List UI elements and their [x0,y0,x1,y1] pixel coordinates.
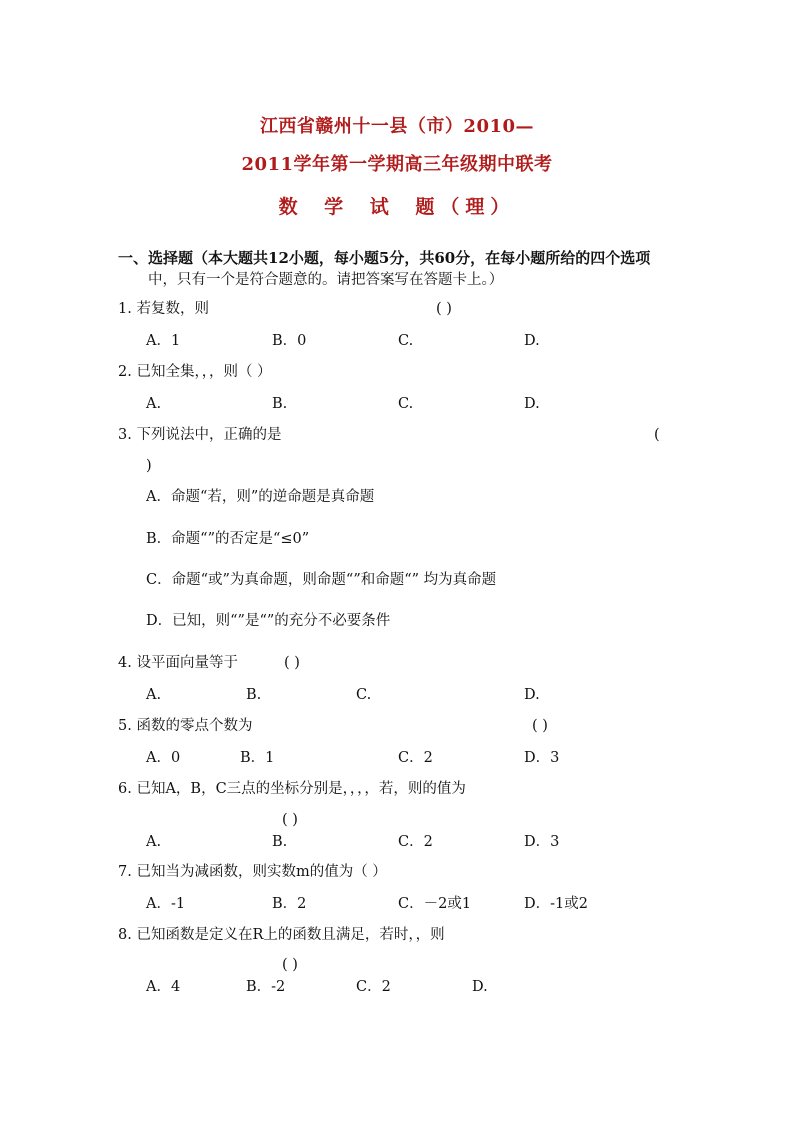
answer-paren-open: ( [654,427,660,443]
exam-subject-title: 数 学 试 题（理） [278,196,516,218]
answer-paren-close: ) [146,458,152,474]
option-d: D．-1或2 [524,896,588,912]
option-a: A．4 [146,979,181,995]
option-b: B．2 [272,896,307,912]
question-stem: 5. 函数的零点个数为 [118,718,253,734]
option-c: C．命题“或”为真命题，则命题“”和命题“” 均为真命题 [146,572,497,588]
option-a: A. [146,687,162,703]
option-b: B．1 [240,750,275,766]
option-c: C．2 [398,750,433,766]
option-d: D. [524,396,540,412]
option-d: D．3 [524,834,560,850]
option-b: B．0 [272,333,307,349]
option-c: C．－2或1 [398,896,472,912]
section-heading-cont: 中，只有一个是符合题意的。请把答案写在答题卡上。） [148,272,504,288]
option-a: A．命题“若，则”的逆命题是真命题 [146,489,375,505]
option-d: D. [524,333,540,349]
section-heading: 一、选择题（本大题共12小题，每小题5分，共60分，在每小题所给的四个选项 [118,249,651,267]
option-c: C. [398,396,414,412]
option-c: C．2 [398,834,433,850]
option-a: A. [146,396,162,412]
option-d: D. [472,979,488,995]
option-c: C．2 [356,979,391,995]
option-b: B．命题“”的否定是“≤0” [146,531,310,547]
question-stem: 3. 下列说法中，正确的是 [118,427,282,443]
exam-title-line2: 2011学年第一学期高三年级期中联考 [241,154,553,175]
exam-title-line1: 江西省赣州十一县（市）2010— [259,116,535,137]
answer-paren: ( ) [282,812,298,828]
question-stem: 7. 已知当为减函数，则实数m的值为（ ） [118,864,387,880]
question-stem: 8. 已知函数是定义在R上的函数且满足，若时，，则 [118,927,445,943]
answer-paren: ( ) [282,957,298,973]
option-b: B. [272,396,288,412]
question-stem: 4. 设平面向量等于 [118,655,238,671]
option-d: D．3 [524,750,560,766]
option-c: C. [398,333,414,349]
answer-paren: ( ) [436,301,452,317]
question-stem: 2. 已知全集，，，则（ ） [118,364,272,380]
option-d: D. [524,687,540,703]
option-d: D．已知，则“”是“”的充分不必要条件 [146,613,391,629]
option-a: A. [146,834,162,850]
option-b: B. [272,834,288,850]
question-stem: 1. 若复数，则 [118,301,209,317]
option-b: B. [246,687,262,703]
option-b: B．-2 [246,979,286,995]
option-a: A．1 [146,333,181,349]
question-stem: 6. 已知A，B，C三点的坐标分别是，，，，若，则的值为 [118,781,466,797]
option-c: C. [356,687,372,703]
answer-paren: ( ) [532,718,548,734]
option-a: A．0 [146,750,181,766]
answer-paren: ( ) [284,655,300,671]
option-a: A．-1 [146,896,186,912]
